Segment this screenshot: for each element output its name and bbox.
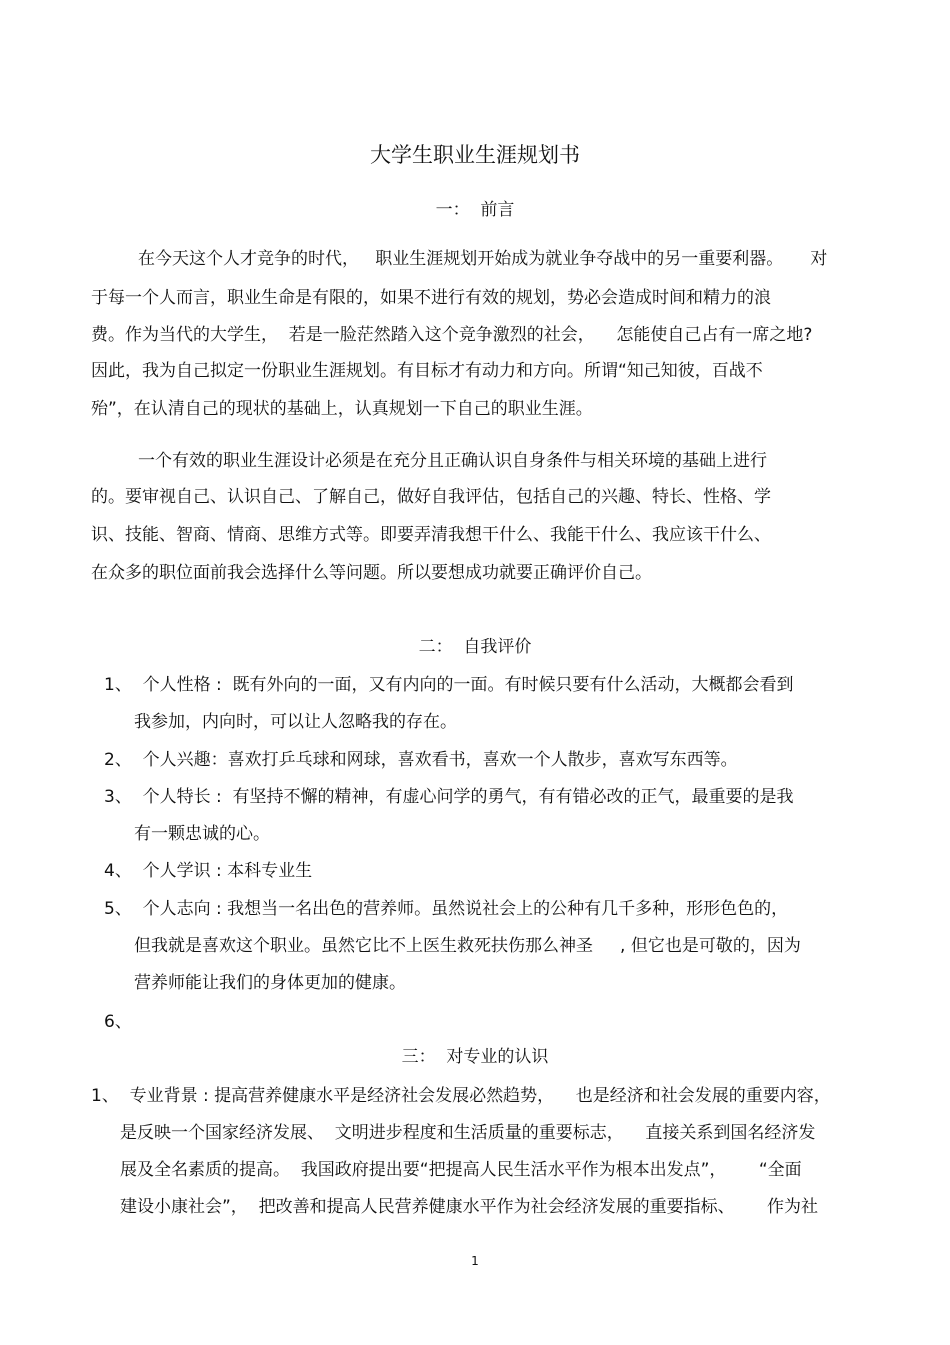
list-item-line: 有一颗忠诚的心。: [134, 824, 270, 844]
paragraph-line: 在今天这个人才竞争的时代， 职业生涯规划开始成为就业争夺战中的另一重要利器。 对: [138, 249, 828, 269]
page-number: 1: [471, 1254, 479, 1268]
list-item-line: 5、 个人志向 : 我想当一名出色的营养师。虽然说社会上的公种有几千多种，形形色色的，: [104, 899, 789, 919]
paragraph-line: 于每一个人而言，职业生命是有限的，如果不进行有效的规划，势必会造成时间和精力的浪: [91, 288, 771, 308]
list-item-line: 但我就是喜欢这个职业。虽然它比不上医生救死扶伤那么神圣 , 但它也是可敬的，因为: [134, 936, 801, 956]
list-item-line: 是反映一个国家经济发展、 文明进步程度和生活质量的重要标志， 直接关系到国名经济发: [120, 1123, 816, 1143]
list-item-line: 2、 个人兴趣：喜欢打乒乓球和网球，喜欢看书，喜欢一个人散步，喜欢写东西等。: [104, 750, 738, 770]
section-heading-preface: 一： 前言: [435, 200, 515, 220]
section-heading-self-evaluation: 二： 自我评价: [418, 637, 532, 657]
list-item-line: 4、 个人学识 : 本科专业生: [104, 861, 313, 881]
paragraph-line: 的。要审视自己、认识自己、了解自己，做好自我评估，包括自己的兴趣、特长、性格、学: [91, 487, 771, 507]
paragraph-line: 在众多的职位面前我会选择什么等问题。所以要想成功就要正确评价自己。: [91, 563, 652, 583]
paragraph-line: 一个有效的职业生涯设计必须是在充分且正确认识自身条件与相关环境的基础上进行: [138, 451, 767, 471]
paragraph-line: 因此，我为自己拟定一份职业生涯规划。有目标才有动力和方向。所谓“知己知彼，百战不: [91, 361, 763, 381]
section-heading-major: 三： 对专业的认识: [401, 1047, 549, 1067]
list-item-line: 1、 个人性格 : 既有外向的一面，又有内向的一面。有时候只要有什么活动，大概都会看到: [104, 675, 794, 695]
list-item-line: 建设小康社会”， 把改善和提高人民营养健康水平作为社会经济发展的重要指标、 作为社: [120, 1197, 819, 1217]
list-item-line: 展及全名素质的提高。 我国政府提出要“把提高人民生活水平作为根本出发点”， “全面: [120, 1160, 802, 1180]
page-title: 大学生职业生涯规划书: [370, 143, 580, 167]
paragraph-line: 殆”，在认清自己的现状的基础上，认真规划一下自己的职业生涯。: [91, 399, 593, 419]
list-item-line: 1、 专业背景 : 提高营养健康水平是经济社会发展必然趋势， 也是经济和社会发展的重要内容，: [91, 1086, 831, 1106]
paragraph-line: 识、技能、智商、情商、思维方式等。即要弄清我想干什么、我能干什么、我应该干什么、: [91, 525, 771, 545]
list-item-line: 3、 个人特长 : 有坚持不懈的精神，有虚心问学的勇气，有有错必改的正气，最重要的是我: [104, 787, 794, 807]
list-item-line: 营养师能让我们的身体更加的健康。: [134, 973, 406, 993]
list-item-line: 6、: [104, 1012, 132, 1032]
list-item-line: 我参加，内向时，可以让人忽略我的存在。: [134, 712, 457, 732]
paragraph-line: 费。作为当代的大学生， 若是一脸茫然踏入这个竞争激烈的社会， 怎能使自己占有一席之地?: [91, 325, 813, 345]
